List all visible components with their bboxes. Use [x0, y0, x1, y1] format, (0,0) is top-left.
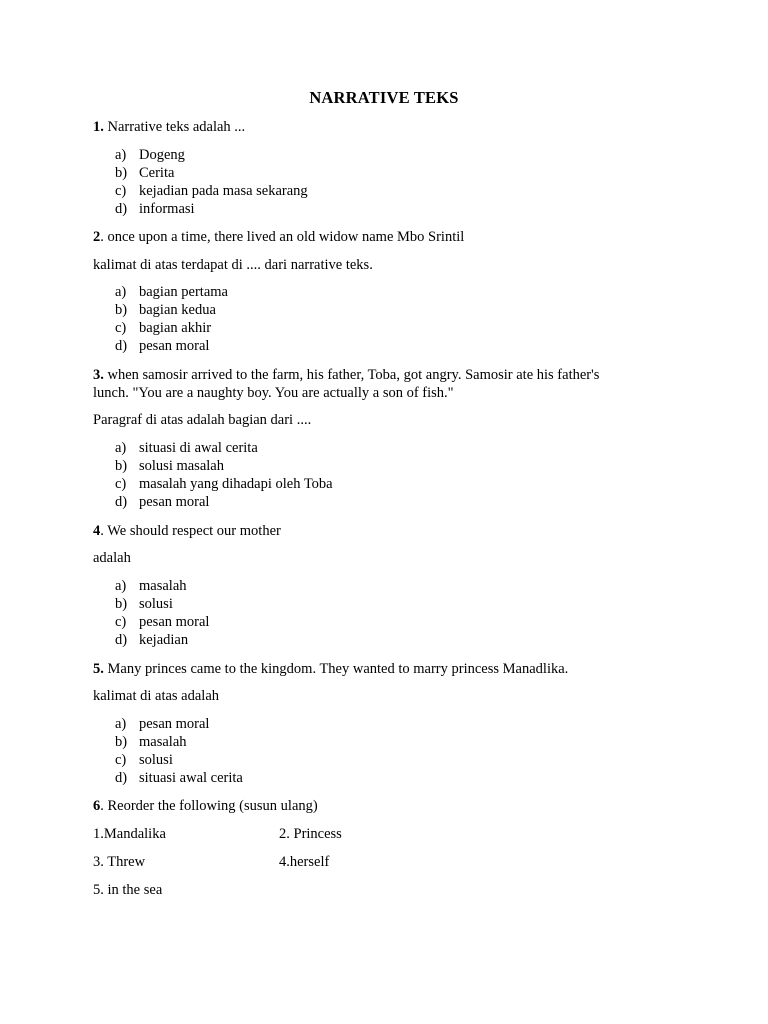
question-text: Many princes came to the kingdom. They wanted to marry princess Manadlika.	[103, 661, 569, 677]
reorder-item-2: 2. Princess	[279, 826, 342, 842]
question-3-stem	[93, 366, 599, 384]
option-text: kejadian	[139, 632, 189, 648]
option-text: pesan moral	[139, 716, 210, 732]
option-letter: d)	[115, 494, 128, 510]
reorder-item-5: 5. in the sea	[93, 882, 163, 898]
option-letter: a)	[115, 578, 127, 594]
option-text: solusi	[139, 596, 173, 612]
question-number: 1.	[93, 119, 104, 135]
question-2-prompt: kalimat di atas terdapat di .... dari narrative teks.	[93, 257, 373, 273]
reorder-item-1: 1.Mandalika	[93, 826, 166, 842]
question-text: Narrative teks adalah ...	[103, 119, 246, 135]
option-text: pesan moral	[139, 494, 210, 510]
option-text: bagian pertama	[139, 284, 228, 300]
option-letter: a)	[115, 284, 127, 300]
option-letter: b)	[115, 596, 128, 612]
option-letter: b)	[115, 165, 128, 181]
option-letter: c)	[115, 476, 127, 492]
option-text: bagian akhir	[139, 320, 212, 336]
option-letter: c)	[115, 320, 127, 336]
option-letter: c)	[115, 614, 127, 630]
question-text: . once upon a time, there lived an old widow name Mbo Srintil	[100, 229, 465, 245]
question-text: when samosir arrived to the farm, his father, Toba, got angry. Samosir ate his father's	[103, 367, 600, 383]
reorder-item-4: 4.herself	[279, 854, 330, 870]
option-letter: c)	[115, 183, 127, 199]
option-text: Dogeng	[139, 147, 185, 163]
option-letter: b)	[115, 734, 128, 750]
question-3-stem-cont: lunch. "You are a naughty boy. You are actually a son of fish."	[93, 385, 454, 401]
question-1-stem	[93, 118, 245, 136]
option-letter: c)	[115, 752, 127, 768]
option-text: masalah	[139, 578, 187, 594]
option-letter: a)	[115, 716, 127, 732]
option-letter: a)	[115, 440, 127, 456]
question-6-stem	[93, 797, 318, 815]
option-text: solusi	[139, 752, 173, 768]
option-text: masalah yang dihadapi oleh Toba	[139, 476, 333, 492]
question-3-prompt: Paragraf di atas adalah bagian dari ....	[93, 412, 312, 428]
question-text: . Reorder the following (susun ulang)	[100, 798, 318, 814]
option-text: situasi di awal cerita	[139, 440, 258, 456]
question-number: 2	[93, 229, 101, 245]
option-letter: d)	[115, 632, 128, 648]
question-number: 5.	[93, 661, 104, 677]
question-5-stem	[93, 660, 568, 678]
option-text: kejadian pada masa sekarang	[139, 183, 308, 199]
option-letter: b)	[115, 302, 128, 318]
question-text: . We should respect our mother	[100, 523, 281, 539]
option-letter: d)	[115, 338, 128, 354]
question-number: 6	[93, 798, 101, 814]
option-text: situasi awal cerita	[139, 770, 243, 786]
question-number: 4	[93, 523, 101, 539]
option-text: pesan moral	[139, 614, 210, 630]
question-4-stem	[93, 522, 281, 540]
option-text: Cerita	[139, 165, 175, 181]
reorder-item-3: 3. Threw	[93, 854, 146, 870]
question-number: 3.	[93, 367, 104, 383]
question-2-stem	[93, 228, 464, 246]
option-letter: d)	[115, 770, 128, 786]
option-text: solusi masalah	[139, 458, 224, 474]
option-text: bagian kedua	[139, 302, 216, 318]
option-text: pesan moral	[139, 338, 210, 354]
option-letter: a)	[115, 147, 127, 163]
option-letter: d)	[115, 201, 128, 217]
option-letter: b)	[115, 458, 128, 474]
option-text: informasi	[139, 201, 195, 217]
question-5-prompt: kalimat di atas adalah	[93, 688, 220, 704]
option-text: masalah	[139, 734, 187, 750]
question-4-prompt: adalah	[93, 550, 131, 566]
page-title: NARRATIVE TEKS	[309, 88, 459, 107]
